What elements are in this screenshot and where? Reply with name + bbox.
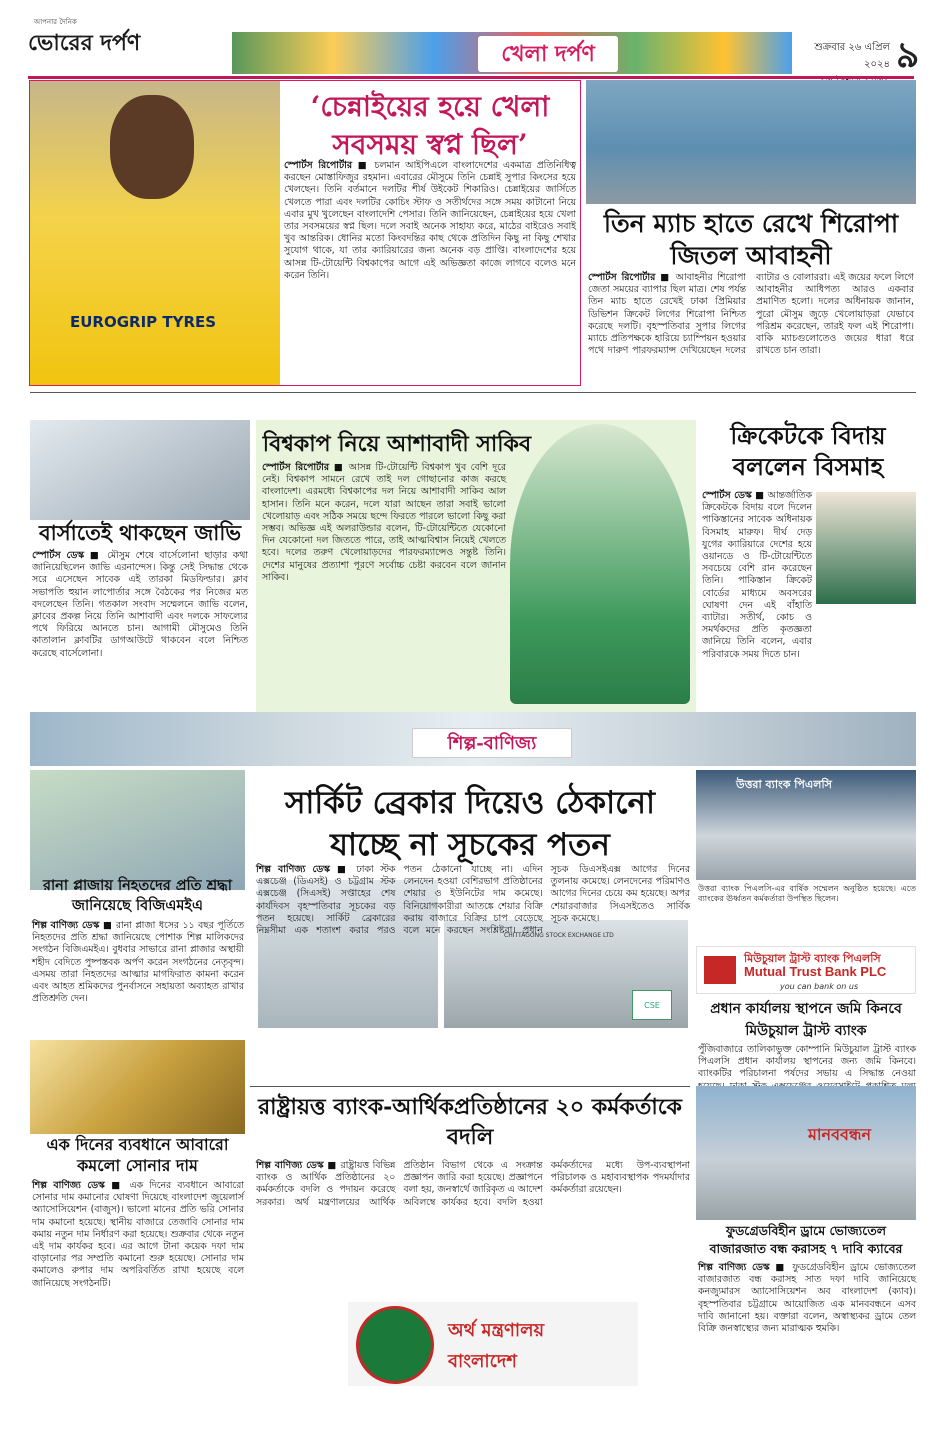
story-bismah-headline: ক্রিকেটকে বিদায় বললেন বিসমাহ	[730, 421, 886, 481]
story-xavi-text: মৌসুম শেষে বার্সেলোনা ছাড়ার কথা জানিয়েছিলেন জাভি এরনান্দেস। কিন্তু সেই সিদ্ধান্ত থেকে সরে এসেছেন সাবেক এই তারকা মিডফিল্ডার। ক্লাব সভাপতি হুয়ান লাপোর্তার সঙ্গে বৈঠকের পর নিজের মত বদলেছেন তিনি। গতকাল সংবাদ সম্মেলনে জাভি বলেন, ক্লাবের প্রকল্প নিয়ে তিনি আশাবাদী এবং দলকে সাফল্যের পথে ফিরিয়ে আনতে চান। আগামী মৌসুমেও তিনি কাতালান ক্লাবটির ডাগআউটে থাকবেন বলে নিশ্চিত করেছে বার্সেলোনা।	[32, 550, 248, 659]
story-rana-byline: শিল্প বাণিজ্য ডেস্ক ■	[32, 920, 113, 931]
story-mtb-headline: প্রধান কার্যালয় স্থাপনে জমি কিনবে মিউচুয়াল ট্রাস্ট ব্যাংক	[710, 1001, 902, 1039]
protest-banner-text: মানববন্ধন	[808, 1125, 872, 1144]
mtb-logo-mark-icon	[704, 956, 736, 984]
story-bismah-body-cont	[702, 608, 914, 706]
xavi-photo	[30, 420, 250, 520]
story-bismah-byline: স্পোর্টস ডেস্ক ■	[702, 490, 765, 501]
protest-photo	[696, 1086, 916, 1220]
story-gold-body	[32, 1180, 244, 1442]
story-gold-byline: শিল্প বাণিজ্য ডেস্ক ■	[32, 1180, 124, 1191]
story-shakib-byline: স্পোর্টস রিপোর্টার ■	[262, 462, 345, 473]
story-protest-body	[698, 1262, 916, 1442]
jersey-sponsor: EUROGRIP TYRES	[70, 313, 217, 331]
story-circuit-text: ঢাকা স্টক এক্সচেঞ্জ (ডিএসই) ও চট্টগ্রাম স্টক এক্সচেঞ্জ (সিএসই) সপ্তাহের শেষ কার্যদিবস বৃহস্পতিবার সূচকের বড় পতন হয়েছে। সার্কিট ব্রেকারের নিম্নসীমা এক শতাংশ করার পরও পতন ঠেকানো যাচ্ছে না। এদিন লেনদেন হওয়া বেশিরভাগ প্রতিষ্ঠানের শেয়ার ও ইউনিটের দাম কমেছে। বিনিয়োগকারীরা আতঙ্কে শেয়ার বিক্রি করায় বাজারে বিক্রির চাপ বেড়েছে বলে মনে করছেন সংশ্লিষ্টরা। প্রধান সূচক ডিএসইএক্স আগের দিনের তুলনায় কমেছে। লেনদেনের পরিমাণও আগের দিনের চেয়ে কম হয়েছে। অপর শেয়ারবাজার সিএসইতেও সার্বিক সূচক কমেছে।	[256, 864, 690, 937]
player-face	[110, 95, 194, 199]
story-bank-body	[256, 1160, 690, 1300]
story-bank-body-cont	[256, 1390, 690, 1442]
story-bank-headline: রাষ্ট্রায়ত্ত ব্যাংক-আর্থিকপ্রতিষ্ঠানের ২০ কর্মকর্তাকে বদলি	[258, 1094, 682, 1150]
cse-logo: CSE	[632, 990, 672, 1020]
story-bismah-body	[702, 490, 812, 660]
story-mustafiz-headline: ‘চেন্নাইয়ের হয়ে খেলা সবসময় স্বপ্ন ছিল’	[310, 90, 550, 161]
story-circuit-byline: শিল্প বাণিজ্য ডেস্ক ■	[256, 864, 350, 875]
masthead	[0, 0, 945, 76]
story-bismah-text: আন্তর্জাতিক ক্রিকেটকে বিদায় বলে দিলেন পাকিস্তানের সাবেক অধিনায়ক বিসমাহ মারুফ। দীর্ঘ দেড় যুগের ক্যারিয়ারে দেশের হয়ে ওয়ানডে ও টি-টোয়েন্টিতে সবচেয়ে বেশি রান করেছেন তিনি। পাকিস্তান ক্রিকেট বোর্ডের মাধ্যমে অবসরের ঘোষণা দেন এই বাঁহাতি ব্যাটার। সতীর্থ, কোচ ও সমর্থকদের প্রতি কৃতজ্ঞতা জানিয়ে তিনি বলেন, এবার পরিবারকে সময় দিতে চান।	[702, 490, 812, 660]
ministry-name	[448, 1316, 544, 1378]
story-protest-byline: শিল্প বাণিজ্য ডেস্ক ■	[698, 1262, 787, 1273]
story-rana-headline: রানা প্লাজায় নিহতদের প্রতি শ্রদ্ধা জানিয়েছে বিজিএমইএ	[42, 877, 232, 914]
ministry-line-2: বাংলাদেশ	[448, 1351, 517, 1372]
uttara-caption: উত্তরা ব্যাংক পিএলসি-এর বার্ষিক সম্মেলন অনুষ্ঠিত হয়েছে। এতে ব্যাংকের ঊর্ধ্বতন কর্মকর্তারা উপস্থিত ছিলেন।	[698, 884, 916, 903]
newspaper-logo: ভোরের দর্পণ	[28, 30, 141, 56]
story-rana-body	[32, 920, 244, 1032]
abahani-team-photo	[586, 80, 916, 204]
story-circuit-headline: সার্কিট ব্রেকার দিয়েও ঠেকানো যাচ্ছে না সূচকের পতন	[284, 785, 656, 863]
mtb-tagline: you can bank on us	[780, 982, 859, 991]
story-protest-text: ফুডগ্রেডবিহীন ড্রামে ভোজ্যতেল বাজারজাত বন্ধ করাসহ সাত দফা দাবি জানিয়েছে কনজ্যুমারস অ্যাসোসিয়েশন অব বাংলাদেশ (ক্যাব)। বৃহস্পতিবার চট্টগ্রামে আয়োজিত এক মানববন্ধনে এসব দাবি জানানো হয়। বক্তারা বলেন, অস্বাস্থ্যকর ড্রামে তেল বিক্রি জনস্বাস্থ্যের জন্য মারাত্মক হুমকি।	[698, 1262, 916, 1335]
story-gold-text: এক দিনের ব্যবধানে আবারো সোনার দাম কমানোর ঘোষণা দিয়েছে বাংলাদেশ জুয়েলার্স অ্যাসোসিয়েশন (বাজুস)। ভালো মানের প্রতি ভরি সোনার দাম কমানো হয়েছে। স্থানীয় বাজারে তেজাবি সোনার দাম কমায় নতুন দাম নির্ধারণ করা হয়েছে। শুক্রবার থেকে নতুন এই দাম কার্যকর হবে। এর আগে টানা কয়েক দফা দাম বাড়ানোর পর সম্প্রতি কমানো শুরু হয়েছে। সোনার দাম কমালেও রুপার দাম অপরিবর্তিত রাখা হয়েছে বলে জানিয়েছে সংগঠনটি।	[32, 1180, 244, 1289]
story-protest-headline: ফুডগ্রেডবিহীন ড্রামে ভোজ্যতেল বাজারজাত বন্ধ করাসহ ৭ দাবি ক্যাবের	[709, 1223, 903, 1256]
business-section-title: শিল্প-বাণিজ্য	[412, 728, 572, 758]
story-gold-headline: এক দিনের ব্যবধানে আবারো কমলো সোনার দাম	[46, 1135, 229, 1175]
mtb-name-english: Mutual Trust Bank PLC	[744, 964, 887, 979]
story-mustafiz-byline: স্পোর্টস রিপোর্টার ■	[284, 160, 370, 171]
story-shakib-headline: বিশ্বকাপ নিয়ে আশাবাদী সাকিব	[262, 431, 532, 457]
story-bank-byline: শিল্প বাণিজ্য ডেস্ক ■	[256, 1160, 337, 1171]
page-number: ৯	[896, 34, 920, 76]
story-mtb-body: পুঁজিবাজারে তালিকাভুক্ত কোম্পানি মিউচুয়াল ট্রাস্ট ব্যাংক পিএলসি প্রধান কার্যালয় স্থাপনের জন্য জমি কিনবে। ব্যাংকটির পরিচালনা পর্ষদের সভায় এ সিদ্ধান্ত নেওয়া	[698, 1044, 916, 1080]
story-circuit-body	[256, 864, 690, 1064]
story-shiropa-text: আবাহনীর শিরোপা জেতা সময়ের ব্যাপার ছিল মাত্র। শেষ পর্যন্ত তিন ম্যাচ হাতে রেখেই ঢাকা প্রিমিয়ার ডিভিশন ক্রিকেট লিগের শিরোপা নিশ্চিত করেছে দলটি। বৃহস্পতিবার সুপার লিগের ম্যাচে প্রতিপক্ষকে হারিয়ে চ্যাম্পিয়ন হওয়ার পথে দারুণ পারফরম্যান্স দেখিয়েছেন দলের ব্যাটার ও বোলাররা। এই জয়ের ফলে লিগে আবাহনীর আধিপত্য আরও একবার প্রমাণিত হলো। দলের অধিনায়ক জানান, পুরো মৌসুম জুড়ে খেলোয়াড়রা যেভাবে পরিশ্রম করেছেন, তারই ফল এই শিরোপা। বাকি ম্যাচগুলোতেও জয়ের ধারা ধরে রাখতে চান তারা।	[588, 272, 914, 357]
brand-tagline: আপনার দৈনিক	[34, 18, 77, 26]
story-mustafiz-body	[284, 160, 576, 382]
story-xavi-headline: বার্সাতেই থাকছেন জাভি	[38, 520, 242, 545]
uttara-bank-photo	[696, 770, 916, 880]
mustafiz-photo	[30, 81, 280, 385]
story-shakib-text: আসন্ন টি-টোয়েন্টি বিশ্বকাপ খুব বেশি দূরে নেই। বিশ্বকাপ সামনে রেখে তাই দল গোছানোর কাজ করছে বাংলাদেশ। এরমধ্যে বিশ্বকাপের দল নিয়ে আশাবাদী সাকিব আল হাসান। তিনি মনে করেন, দলে যারা আছেন তারা সবাই ভালো খেলোয়াড় এবং সঠিক সময়ে ছন্দে ফিরতে পারলে ভালো কিছু করা সম্ভব। অভিজ্ঞ এই অলরাউন্ডার বলেন, টি-টোয়েন্টিতে যেকোনো দিন যেকোনো দল জিততে পারে, তাই আত্মবিশ্বাস নিয়েই খেলতে হবে। দলের তরুণ খেলোয়াড়দের পারফরম্যান্সেও সন্তুষ্ট তিনি। দেশের মানুষের প্রত্যাশা পূরণে সর্বোচ্চ চেষ্টা করবেন বলে জানান সাকিব।	[262, 462, 506, 583]
gold-jewellery-photo	[30, 1040, 245, 1134]
story-shiropa-headline: তিন ম্যাচ হাতে রেখে শিরোপা জিতল আবাহনী	[603, 209, 899, 270]
mtb-name-bangla: মিউচুয়াল ট্রাস্ট ব্যাংক পিএলসি	[744, 952, 881, 965]
story-xavi-byline: স্পোর্টস ডেস্ক ■	[32, 550, 102, 561]
section-title: খেলা দর্পণ	[478, 36, 618, 72]
story-shiropa-byline: স্পোর্টস রিপোর্টার ■	[588, 272, 671, 283]
cse-sign: CHITTAGONG STOCK EXCHANGE LTD	[504, 932, 614, 939]
date-gregorian: শুক্রবার ২৬ এপ্রিল ২০২৪	[814, 42, 890, 70]
story-bank-text: রাষ্ট্রায়ত্ত বিভিন্ন ব্যাংক ও আর্থিক প্রতিষ্ঠানের ২০ কর্মকর্তাকে বদলি ও পদায়ন করেছে সরকার। অর্থ মন্ত্রণালয়ের আর্থিক প্রতিষ্ঠান বিভাগ থেকে এ সংক্রান্ত প্রজ্ঞাপন জারি করা হয়েছে। প্রজ্ঞাপনে বলা হয়, জনস্বার্থে জারিকৃত এ আদেশ অবিলম্বে কার্যকর হবে। বদলি হওয়া কর্মকর্তাদের মধ্যে উপ-ব্যবস্থাপনা পরিচালক ও মহাব্যবস্থাপক পদমর্যাদার কর্মকর্তারা রয়েছেন।	[256, 1160, 690, 1208]
story-rana-text: রানা প্লাজা ধসের ১১ বছর পূর্তিতে নিহতদের প্রতি শ্রদ্ধা জানিয়েছে পোশাক শিল্প মালিকদের সংগঠন বিজিএমইএ। বুধবার সাভারে রানা প্লাজার অস্থায়ী শহীদ বেদিতে পুষ্পস্তবক অর্পণ করেন সংগঠনের নেতৃবৃন্দ। এসময় তারা নিহতদের আত্মার মাগফিরাত কামনা করেন এবং আহত শ্রমিকদের পুনর্বাসনে সহায়তা অব্যাহত রাখার প্রতিশ্রুতি দেন।	[32, 920, 244, 1005]
story-mustafiz-text: চলমান আইপিএলে বাংলাদেশের একমাত্র প্রতিনিধিত্ব করছেন মোস্তাফিজুর রহমান। এবারের মৌসুমে তিনি চেন্নাই সুপার কিংসের হয়ে খেলছেন। তিনি বর্তমানে দলটির শীর্ষ উইকেট শিকারিও। চেন্নাইয়ের জার্সিতে খেলতে পারা এবং দলটির কোচিং স্টাফ ও সতীর্থদের সঙ্গে সময় কাটানো নিয়ে এবার মুখ খুলেছেন বাংলাদেশি পেসার। তিনি জানিয়েছেন, চেন্নাইয়ের হয়ে খেলা তার সবসময়ের স্বপ্ন ছিল। দলে সবাই অনেক সাহায্য করে, মাঠের বাইরেও সবাই খুব আন্তরিক। ধোনির মতো কিংবদন্তির কাছ থেকে প্রতিদিন কিছু না কিছু শেখার সুযোগ থাকে, যা তার ক্যারিয়ারের জন্য অনেক বড় প্রাপ্তি। বাংলাদেশের হয়ে আসন্ন টি-টোয়েন্টি বিশ্বকাপের আগে এই অভিজ্ঞতা কাজে লাগবে বলেও মনে করেন তিনি।	[284, 160, 576, 281]
masthead-rule	[28, 76, 914, 79]
story-xavi-body	[32, 550, 248, 706]
bank-story-rule	[250, 1086, 690, 1087]
government-seal-icon	[356, 1306, 434, 1384]
section-divider	[30, 392, 916, 393]
uttara-bank-sign: উত্তরা ব্যাংক পিএলসি	[736, 778, 832, 791]
story-shakib-body	[262, 462, 506, 706]
rana-plaza-photo	[30, 770, 245, 890]
story-shiropa-body	[588, 272, 914, 384]
ministry-line-1: অর্থ মন্ত্রণালয়	[448, 1320, 545, 1341]
shakib-photo	[510, 424, 690, 704]
bismah-photo	[816, 492, 916, 604]
